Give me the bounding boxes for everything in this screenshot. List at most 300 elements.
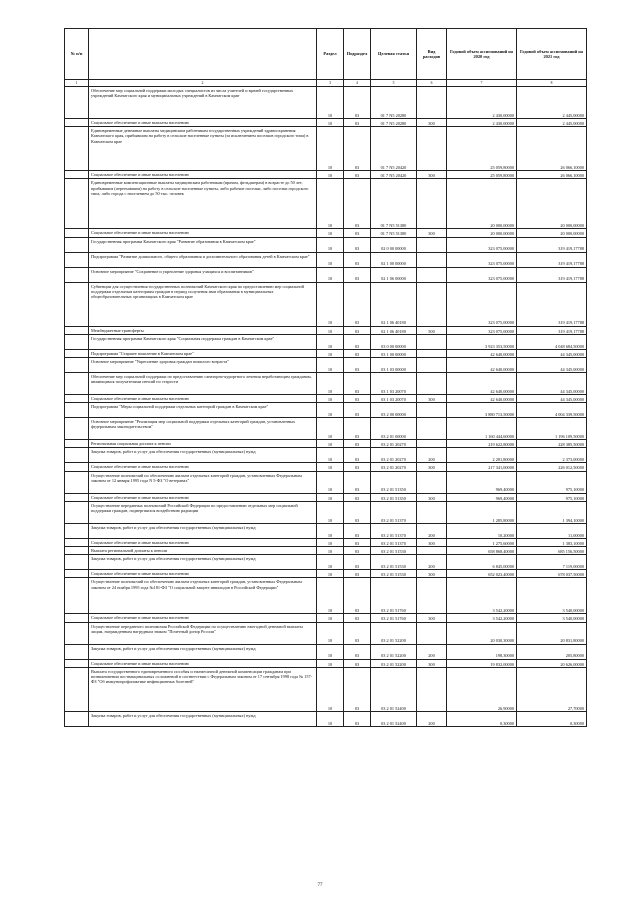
exp-type-cell: 200 xyxy=(417,555,447,570)
section-cell: 10 xyxy=(317,334,344,349)
amount-2021-cell: 975,10000 xyxy=(517,471,587,493)
table-row xyxy=(65,659,587,667)
target-cell: 03 2 01 51530 xyxy=(371,570,417,578)
name-cell: Социальное обеспечение и иные выплаты населению xyxy=(89,463,317,471)
subsection-cell: 03 xyxy=(344,127,371,171)
subsection-cell: 03 xyxy=(344,334,371,349)
amount-2021-cell: 319 419,17788 xyxy=(517,237,587,252)
name-cell: Социальное обеспечение и иные выплаты населению xyxy=(89,229,317,237)
table-row xyxy=(65,614,587,622)
table-row xyxy=(65,358,587,373)
header-section: Раздел xyxy=(317,29,344,80)
target-cell: 02 0 00 00000 xyxy=(371,237,417,252)
num-cell xyxy=(65,667,89,711)
exp-type-cell: 300 xyxy=(417,229,447,237)
num-cell xyxy=(65,267,89,282)
num-cell xyxy=(65,555,89,570)
exp-type-cell xyxy=(417,440,447,448)
name-cell: Обеспечение мер социальной поддержки по предоставлению санаторно-курортного лечения неработающим гражданам, являющимся получателями пенсий по старости xyxy=(89,373,317,395)
table-row xyxy=(65,267,587,282)
num-cell xyxy=(65,538,89,546)
amount-2020-cell: 1 285,80000 xyxy=(447,501,517,523)
subsection-cell: 03 xyxy=(344,471,371,493)
subsection-cell: 03 xyxy=(344,229,371,237)
name-cell: Подпрограмма "Меры социальной поддержки отдельных категорий граждан в Камчатском крае" xyxy=(89,403,317,418)
table-row xyxy=(65,440,587,448)
name-cell: Единовременные денежные выплаты медицинским работникам государственных учреждений здравоохранения Камчатского края, прибывшим на работу в сельские населенные пункты (за исключением поселков городского типа) в Камчатском крае xyxy=(89,127,317,171)
target-cell: 01 7 N5 20420 xyxy=(371,171,417,179)
name-cell: Выплата государственного единовременного пособия и ежемесячной денежной компенсации гражданам при возникновении поствакцинальных осложнений в соответствии с Федеральным законом от 17 сентября 1998 года № 157-ФЗ "Об иммунопрофилактике инфекционных болезней" xyxy=(89,667,317,711)
subsection-cell: 03 xyxy=(344,252,371,267)
amount-2020-cell: 323 075,00000 xyxy=(447,252,517,267)
name-cell: Основное мероприятие "Сохранение и укрепление здоровья учащихся и воспитанников" xyxy=(89,267,317,282)
exp-type-cell xyxy=(417,418,447,440)
table-header xyxy=(65,29,587,80)
target-cell: 03 2 01 51760 xyxy=(371,578,417,614)
num-cell xyxy=(65,237,89,252)
table-body xyxy=(65,87,587,727)
subsection-cell: 03 xyxy=(344,326,371,334)
section-cell: 10 xyxy=(317,326,344,334)
exp-type-cell: 300 xyxy=(417,171,447,179)
target-cell: 03 2 01 20270 xyxy=(371,440,417,448)
amount-2021-cell: 319 419,17788 xyxy=(517,252,587,267)
section-cell: 10 xyxy=(317,523,344,538)
table-row xyxy=(65,471,587,493)
name-cell: Социальное обеспечение и иные выплаты населению xyxy=(89,570,317,578)
table-row xyxy=(65,349,587,357)
section-cell: 10 xyxy=(317,373,344,395)
header-2020: Годовой объем ассигнований на 2020 год xyxy=(447,29,517,80)
section-cell: 10 xyxy=(317,622,344,644)
table-row xyxy=(65,179,587,229)
amount-2021-cell: 4 004 339,50000 xyxy=(517,403,587,418)
num-cell xyxy=(65,547,89,555)
name-cell: Осуществление полномочий по обеспечению жильем отдельных категорий граждан, установленных Федеральным законом от 12 января 1995 года N 5-ФЗ "О ветеранах" xyxy=(89,471,317,493)
target-cell: 03 2 01 00000 xyxy=(371,418,417,440)
amount-2021-cell: 44 345,00000 xyxy=(517,395,587,403)
exp-type-cell xyxy=(417,547,447,555)
target-cell: 03 2 01 51530 xyxy=(371,547,417,555)
header-subsection: Подраздел xyxy=(344,29,371,80)
amount-2020-cell: 10,20000 xyxy=(447,523,517,538)
target-cell: 03 2 00 00000 xyxy=(371,403,417,418)
name-cell: Закупка товаров, работ и услуг для обеспечения государственных (муниципальных) нужд xyxy=(89,555,317,570)
amount-2021-cell: 44 345,00000 xyxy=(517,358,587,373)
exp-type-cell xyxy=(417,334,447,349)
amount-2020-cell: 652 023,40000 xyxy=(447,570,517,578)
exp-type-cell: 200 xyxy=(417,523,447,538)
amount-2020-cell: 3 880 713,50000 xyxy=(447,403,517,418)
amount-2020-cell: 2 281,80000 xyxy=(447,448,517,463)
amount-2020-cell: 323 075,00000 xyxy=(447,282,517,326)
amount-2020-cell: 1 275,60000 xyxy=(447,538,517,546)
section-cell: 10 xyxy=(317,267,344,282)
amount-2021-cell: 1 196 109,50000 xyxy=(517,418,587,440)
section-cell: 10 xyxy=(317,403,344,418)
num-cell xyxy=(65,578,89,614)
exp-type-cell: 300 xyxy=(417,119,447,127)
num-cell xyxy=(65,326,89,334)
header-exp-type: Вид расходов xyxy=(417,29,447,80)
amount-2020-cell: 0,30000 xyxy=(447,711,517,726)
num-cell xyxy=(65,448,89,463)
header-name xyxy=(89,29,317,80)
num-cell xyxy=(65,440,89,448)
exp-type-cell xyxy=(417,252,447,267)
name-cell: Обеспечение мер социальной поддержки молодых специалистов из числа учителей и врачей государственных учреждений Камчатского края и муниципальных учреждений в Камчатском крае xyxy=(89,87,317,119)
section-cell: 10 xyxy=(317,448,344,463)
amount-2020-cell: 2 430,00000 xyxy=(447,119,517,127)
index-cell: 5 xyxy=(371,80,417,87)
num-cell xyxy=(65,373,89,395)
amount-2021-cell: 20 000,00000 xyxy=(517,179,587,229)
amount-2021-cell: 319 419,17788 xyxy=(517,267,587,282)
amount-2021-cell: 205,80000 xyxy=(517,644,587,659)
target-cell: 02 1 06 00000 xyxy=(371,267,417,282)
amount-2020-cell: 42 640,00000 xyxy=(447,373,517,395)
amount-2020-cell: 42 640,00000 xyxy=(447,358,517,373)
target-cell: 03 2 01 52200 xyxy=(371,659,417,667)
exp-type-cell: 200 xyxy=(417,448,447,463)
exp-type-cell xyxy=(417,667,447,711)
amount-2021-cell: 1 383,10000 xyxy=(517,538,587,546)
name-cell: Субвенции для осуществления государственных полномочий Камчатского края по предоставлению мер социальной поддержки отдельным категориям граждан в период получения ими образования в муниципальных общеобразовательных организациях в Камчатском крае xyxy=(89,282,317,326)
num-cell xyxy=(65,418,89,440)
num-cell xyxy=(65,229,89,237)
target-cell: 03 2 01 51370 xyxy=(371,538,417,546)
section-cell: 10 xyxy=(317,463,344,471)
subsection-cell: 03 xyxy=(344,463,371,471)
target-cell: 03 1 03 20070 xyxy=(371,395,417,403)
amount-2021-cell: 3 540,00000 xyxy=(517,614,587,622)
name-cell: Межбюджетные трансферты xyxy=(89,326,317,334)
amount-2020-cell: 969,40000 xyxy=(447,493,517,501)
subsection-cell: 03 xyxy=(344,349,371,357)
exp-type-cell xyxy=(417,127,447,171)
exp-type-cell: 300 xyxy=(417,493,447,501)
table-row xyxy=(65,373,587,395)
name-cell: Осуществление переданных полномочий Российской Федерации по предоставлению отдельных мер социальной поддержки граждан, подвергшихся воздействию радиации xyxy=(89,501,317,523)
subsection-cell: 03 xyxy=(344,493,371,501)
amount-2020-cell: 42 640,00000 xyxy=(447,349,517,357)
amount-2021-cell: 319 419,17788 xyxy=(517,282,587,326)
target-cell: 03 2 01 20270 xyxy=(371,448,417,463)
exp-type-cell xyxy=(417,358,447,373)
subsection-cell: 03 xyxy=(344,179,371,229)
index-cell: 7 xyxy=(447,80,517,87)
table-row xyxy=(65,252,587,267)
amount-2021-cell: 678 037,50000 xyxy=(517,570,587,578)
subsection-cell: 03 xyxy=(344,622,371,644)
section-cell: 10 xyxy=(317,493,344,501)
amount-2020-cell: 1 160 444,60000 xyxy=(447,418,517,440)
amount-2020-cell: 20 030,30000 xyxy=(447,622,517,644)
subsection-cell: 03 xyxy=(344,644,371,659)
section-cell: 10 xyxy=(317,547,344,555)
amount-2020-cell: 3 542,20000 xyxy=(447,578,517,614)
num-cell xyxy=(65,179,89,229)
exp-type-cell: 300 xyxy=(417,538,447,546)
table-row xyxy=(65,418,587,440)
target-cell: 03 1 03 20070 xyxy=(371,373,417,395)
table-row xyxy=(65,119,587,127)
name-cell: Единовременные компенсационные выплаты медицинским работникам (врачам, фельдшерам) в возрасте до 50 лет, прибывшим (переехавшим) на работу в сельские населенные пункты, либо рабочие поселки, либо поселки городского типа, либо города с населением до 50 тыс. человек xyxy=(89,179,317,229)
amount-2020-cell: 219 622,80000 xyxy=(447,440,517,448)
exp-type-cell xyxy=(417,578,447,614)
amount-2020-cell: 2 430,00000 xyxy=(447,87,517,119)
table-row xyxy=(65,282,587,326)
section-cell: 10 xyxy=(317,667,344,711)
amount-2020-cell: 3 923 353,50000 xyxy=(447,334,517,349)
header-target: Целевая статья xyxy=(371,29,417,80)
exp-type-cell: 300 xyxy=(417,395,447,403)
num-cell xyxy=(65,171,89,179)
section-cell: 10 xyxy=(317,614,344,622)
section-cell: 10 xyxy=(317,87,344,119)
amount-2020-cell: 323 075,00000 xyxy=(447,326,517,334)
amount-2021-cell: 319 419,17788 xyxy=(517,326,587,334)
amount-2020-cell: 25 059,80000 xyxy=(447,127,517,171)
exp-type-cell xyxy=(417,373,447,395)
table-row xyxy=(65,711,587,726)
budget-table-page xyxy=(64,28,586,727)
name-cell: Закупка товаров, работ и услуг для обеспечения государственных (муниципальных) нужд xyxy=(89,711,317,726)
amount-2021-cell: 226 012,50000 xyxy=(517,463,587,471)
target-cell: 03 2 01 20270 xyxy=(371,463,417,471)
amount-2020-cell: 19 832,00000 xyxy=(447,659,517,667)
section-cell: 10 xyxy=(317,237,344,252)
num-cell xyxy=(65,493,89,501)
subsection-cell: 03 xyxy=(344,267,371,282)
section-cell: 10 xyxy=(317,538,344,546)
num-cell xyxy=(65,349,89,357)
index-cell: 1 xyxy=(65,80,89,87)
name-cell: Основное мероприятие "Укрепление здоровья граждан пожилого возраста" xyxy=(89,358,317,373)
subsection-cell: 03 xyxy=(344,659,371,667)
amount-2020-cell: 217 341,00000 xyxy=(447,463,517,471)
amount-2021-cell: 0,30000 xyxy=(517,711,587,726)
exp-type-cell: 300 xyxy=(417,570,447,578)
section-cell: 10 xyxy=(317,179,344,229)
name-cell: Социальное обеспечение и иные выплаты населению xyxy=(89,493,317,501)
target-cell: 03 2 01 51350 xyxy=(371,493,417,501)
table-row xyxy=(65,547,587,555)
amount-2020-cell: 3 542,20000 xyxy=(447,614,517,622)
num-cell xyxy=(65,659,89,667)
target-cell: 03 2 01 52400 xyxy=(371,667,417,711)
section-cell: 10 xyxy=(317,171,344,179)
amount-2021-cell: 4 048 684,50000 xyxy=(517,334,587,349)
table-row xyxy=(65,501,587,523)
target-cell: 03 0 00 00000 xyxy=(371,334,417,349)
exp-type-cell: 300 xyxy=(417,659,447,667)
num-cell xyxy=(65,358,89,373)
table-row xyxy=(65,538,587,546)
budget-table xyxy=(64,28,587,727)
section-cell: 10 xyxy=(317,570,344,578)
exp-type-cell xyxy=(417,501,447,523)
target-cell: 03 2 01 51530 xyxy=(371,555,417,570)
amount-2020-cell: 25 059,80000 xyxy=(447,171,517,179)
index-cell: 6 xyxy=(417,80,447,87)
column-index-row xyxy=(65,80,587,87)
target-cell: 03 2 01 51350 xyxy=(371,471,417,493)
subsection-cell: 03 xyxy=(344,373,371,395)
num-cell xyxy=(65,395,89,403)
amount-2021-cell: 20 831,80000 xyxy=(517,622,587,644)
subsection-cell: 03 xyxy=(344,440,371,448)
subsection-cell: 03 xyxy=(344,119,371,127)
num-cell xyxy=(65,523,89,538)
target-cell: 03 2 01 51760 xyxy=(371,614,417,622)
subsection-cell: 03 xyxy=(344,448,371,463)
page-number: 77 xyxy=(317,883,323,888)
name-cell: Подпрограмма "Старшее поколение в Камчатском крае" xyxy=(89,349,317,357)
exp-type-cell xyxy=(417,237,447,252)
num-cell xyxy=(65,127,89,171)
exp-type-cell xyxy=(417,267,447,282)
target-cell: 02 1 06 40180 xyxy=(371,326,417,334)
amount-2021-cell: 26 066,10000 xyxy=(517,171,587,179)
name-cell: Социальное обеспечение и иные выплаты населению xyxy=(89,171,317,179)
table-row xyxy=(65,448,587,463)
target-cell: 03 2 01 51370 xyxy=(371,523,417,538)
amount-2021-cell: 3 540,00000 xyxy=(517,578,587,614)
name-cell: Подпрограмма "Развитие дошкольного, общего образования и дополнительного образования детей в Камчатском крае" xyxy=(89,252,317,267)
table-row xyxy=(65,667,587,711)
amount-2020-cell: 658 868,40000 xyxy=(447,547,517,555)
num-cell xyxy=(65,471,89,493)
table-row xyxy=(65,171,587,179)
subsection-cell: 03 xyxy=(344,237,371,252)
target-cell: 03 2 01 52200 xyxy=(371,622,417,644)
num-cell xyxy=(65,501,89,523)
table-row xyxy=(65,463,587,471)
target-cell: 03 2 01 52400 xyxy=(371,711,417,726)
section-cell: 10 xyxy=(317,418,344,440)
exp-type-cell xyxy=(417,87,447,119)
table-row xyxy=(65,403,587,418)
exp-type-cell xyxy=(417,403,447,418)
name-cell: Социальное обеспечение и иные выплаты населению xyxy=(89,538,317,546)
target-cell: 02 1 06 40180 xyxy=(371,282,417,326)
num-cell xyxy=(65,334,89,349)
name-cell: Государственная программа Камчатского края "Социальная поддержка граждан в Камчатском крае" xyxy=(89,334,317,349)
index-cell: 2 xyxy=(89,80,317,87)
exp-type-cell xyxy=(417,471,447,493)
target-cell: 03 2 01 51370 xyxy=(371,501,417,523)
section-cell: 10 xyxy=(317,282,344,326)
subsection-cell: 03 xyxy=(344,547,371,555)
section-cell: 10 xyxy=(317,229,344,237)
amount-2020-cell: 969,40000 xyxy=(447,471,517,493)
target-cell: 01 7 N5 51380 xyxy=(371,229,417,237)
subsection-cell: 03 xyxy=(344,87,371,119)
subsection-cell: 03 xyxy=(344,501,371,523)
amount-2021-cell: 1 394,10000 xyxy=(517,501,587,523)
subsection-cell: 03 xyxy=(344,538,371,546)
name-cell: Закупка товаров, работ и услуг для обеспечения государственных (муниципальных) нужд xyxy=(89,448,317,463)
amount-2021-cell: 26 066,10000 xyxy=(517,127,587,171)
section-cell: 10 xyxy=(317,395,344,403)
exp-type-cell: 500 xyxy=(417,326,447,334)
amount-2021-cell: 2 373,00000 xyxy=(517,448,587,463)
num-cell xyxy=(65,644,89,659)
amount-2020-cell: 323 075,00000 xyxy=(447,237,517,252)
amount-2021-cell: 27,70000 xyxy=(517,667,587,711)
table-row xyxy=(65,237,587,252)
subsection-cell: 03 xyxy=(344,282,371,326)
name-cell: Социальное обеспечение и иные выплаты населению xyxy=(89,395,317,403)
table-row xyxy=(65,229,587,237)
target-cell: 02 1 00 00000 xyxy=(371,252,417,267)
num-cell xyxy=(65,614,89,622)
num-cell xyxy=(65,87,89,119)
name-cell: Социальное обеспечение и иные выплаты населению xyxy=(89,614,317,622)
section-cell: 10 xyxy=(317,659,344,667)
exp-type-cell: 200 xyxy=(417,711,447,726)
exp-type-cell xyxy=(417,349,447,357)
section-cell: 10 xyxy=(317,252,344,267)
target-cell: 01 7 N5 20280 xyxy=(371,87,417,119)
target-cell: 03 1 03 00000 xyxy=(371,358,417,373)
num-cell xyxy=(65,570,89,578)
table-row xyxy=(65,87,587,119)
header-num: № п/п xyxy=(65,29,89,80)
target-cell: 01 7 N5 20420 xyxy=(371,127,417,171)
section-cell: 10 xyxy=(317,555,344,570)
table-row xyxy=(65,622,587,644)
section-cell: 10 xyxy=(317,501,344,523)
table-row xyxy=(65,570,587,578)
subsection-cell: 03 xyxy=(344,711,371,726)
table-row xyxy=(65,326,587,334)
exp-type-cell: 300 xyxy=(417,463,447,471)
num-cell xyxy=(65,463,89,471)
section-cell: 10 xyxy=(317,349,344,357)
name-cell: Закупка товаров, работ и услуг для обеспечения государственных (муниципальных) нужд xyxy=(89,523,317,538)
target-cell: 01 7 N5 51380 xyxy=(371,179,417,229)
table-row xyxy=(65,644,587,659)
amount-2021-cell: 11,00000 xyxy=(517,523,587,538)
target-cell: 01 7 N5 20280 xyxy=(371,119,417,127)
table-row xyxy=(65,555,587,570)
section-cell: 10 xyxy=(317,119,344,127)
amount-2021-cell: 2 445,00000 xyxy=(517,119,587,127)
subsection-cell: 03 xyxy=(344,403,371,418)
table-row xyxy=(65,493,587,501)
num-cell xyxy=(65,403,89,418)
name-cell: Выплата региональной доплаты к пенсии xyxy=(89,547,317,555)
name-cell: Государственная программа Камчатского края "Развитие образования в Камчатском крае" xyxy=(89,237,317,252)
amount-2020-cell: 26,90000 xyxy=(447,667,517,711)
subsection-cell: 03 xyxy=(344,418,371,440)
section-cell: 10 xyxy=(317,440,344,448)
table-row xyxy=(65,395,587,403)
table-row xyxy=(65,578,587,614)
num-cell xyxy=(65,252,89,267)
name-cell: Закупка товаров, работ и услуг для обеспечения государственных (муниципальных) нужд xyxy=(89,644,317,659)
section-cell: 10 xyxy=(317,127,344,171)
subsection-cell: 03 xyxy=(344,570,371,578)
section-cell: 10 xyxy=(317,711,344,726)
amount-2021-cell: 975,10000 xyxy=(517,493,587,501)
name-cell: Осуществление переданного полномочия Российской Федерации по осуществлению ежегодной денежной выплаты лицам, награжденным нагрудным знаком "Почетный донор России" xyxy=(89,622,317,644)
amount-2020-cell: 198,30000 xyxy=(447,644,517,659)
exp-type-cell xyxy=(417,282,447,326)
num-cell xyxy=(65,622,89,644)
